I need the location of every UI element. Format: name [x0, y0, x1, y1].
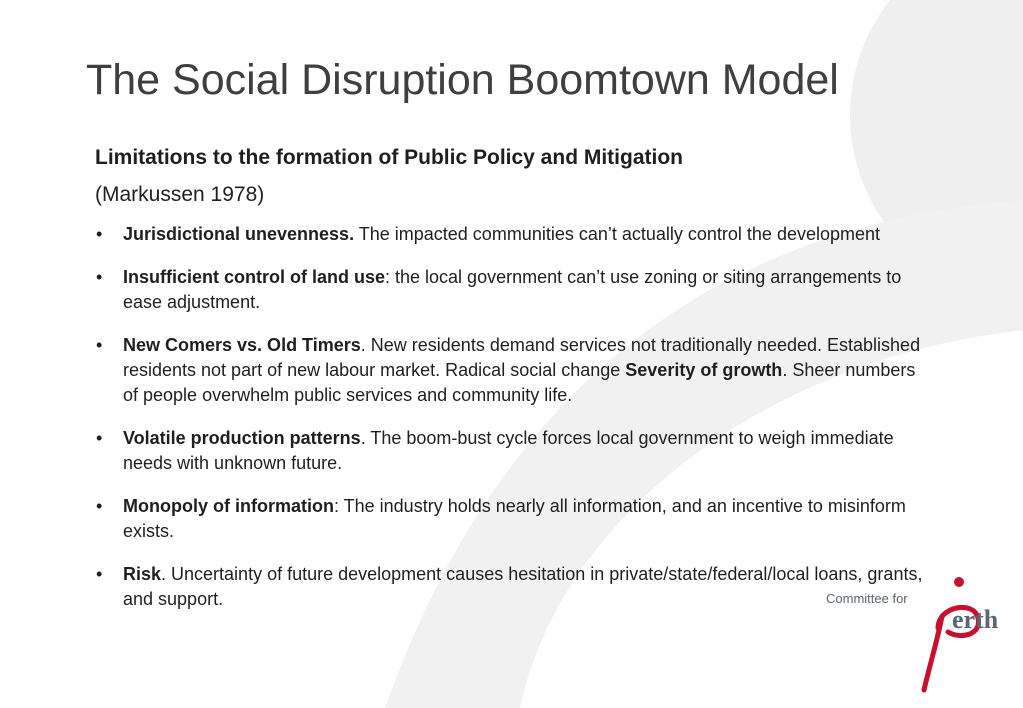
bullet-text: . The boom-bust cycle forces local government to weigh immediate needs with unknown future. — [123, 428, 894, 473]
bullet-icon: • — [96, 496, 103, 516]
citation: (Markussen 1978) — [95, 183, 265, 206]
bullet-item-jurisdictional — [95, 222, 935, 247]
committee-for-perth-logo — [826, 576, 1001, 696]
bullet-text-secondary: . Sheer numbers of people overwhelm public services and community life. — [123, 360, 916, 405]
bullet-item-new-comers — [95, 333, 935, 408]
slide-title: The Social Disruption Boomtown Model — [86, 56, 839, 104]
bullet-item-land-use — [95, 265, 935, 315]
bullet-term: Monopoly of information — [123, 496, 334, 516]
bullet-item-volatile-production — [95, 426, 935, 476]
bullet-term: Jurisdictional unevenness. — [123, 224, 355, 244]
bullet-icon: • — [96, 267, 103, 287]
logo-caption: Committee for — [826, 591, 908, 606]
bullet-term: New Comers vs. Old Timers — [123, 335, 361, 355]
bullet-text: : The industry holds nearly all information, and an incentive to misinform exists. — [123, 496, 906, 541]
bullet-text: . New residents demand services not traditionally needed. Established residents not part of new labour market. Radical social change — [123, 335, 921, 380]
perth-logo-icon — [826, 576, 1001, 696]
bullet-icon: • — [96, 564, 103, 584]
bullet-item-risk — [95, 562, 935, 612]
bullet-term-secondary: Severity of growth — [625, 360, 783, 380]
slide-subtitle: Limitations to the formation of Public Policy and Mitigation — [95, 146, 683, 169]
bullet-text: The impacted communities can’t actually control the development — [354, 224, 881, 244]
bullet-term: Insufficient control of land use — [123, 267, 386, 287]
bullet-item-monopoly — [95, 494, 935, 544]
bullet-icon: • — [96, 335, 103, 355]
bullet-icon: • — [96, 224, 103, 244]
bullet-term: Volatile production patterns — [123, 428, 361, 448]
logo-wordmark: erth — [952, 605, 999, 634]
bullet-list — [95, 222, 935, 612]
bullet-term: Risk — [123, 564, 162, 584]
bullet-text: : the local government can’t use zoning or siting arrangements to ease adjustment. — [123, 267, 902, 312]
bullet-text: . Uncertainty of future development causes hesitation in private/state/federal/local loans, grants, and support. — [123, 564, 923, 609]
bullet-icon: • — [96, 428, 103, 448]
